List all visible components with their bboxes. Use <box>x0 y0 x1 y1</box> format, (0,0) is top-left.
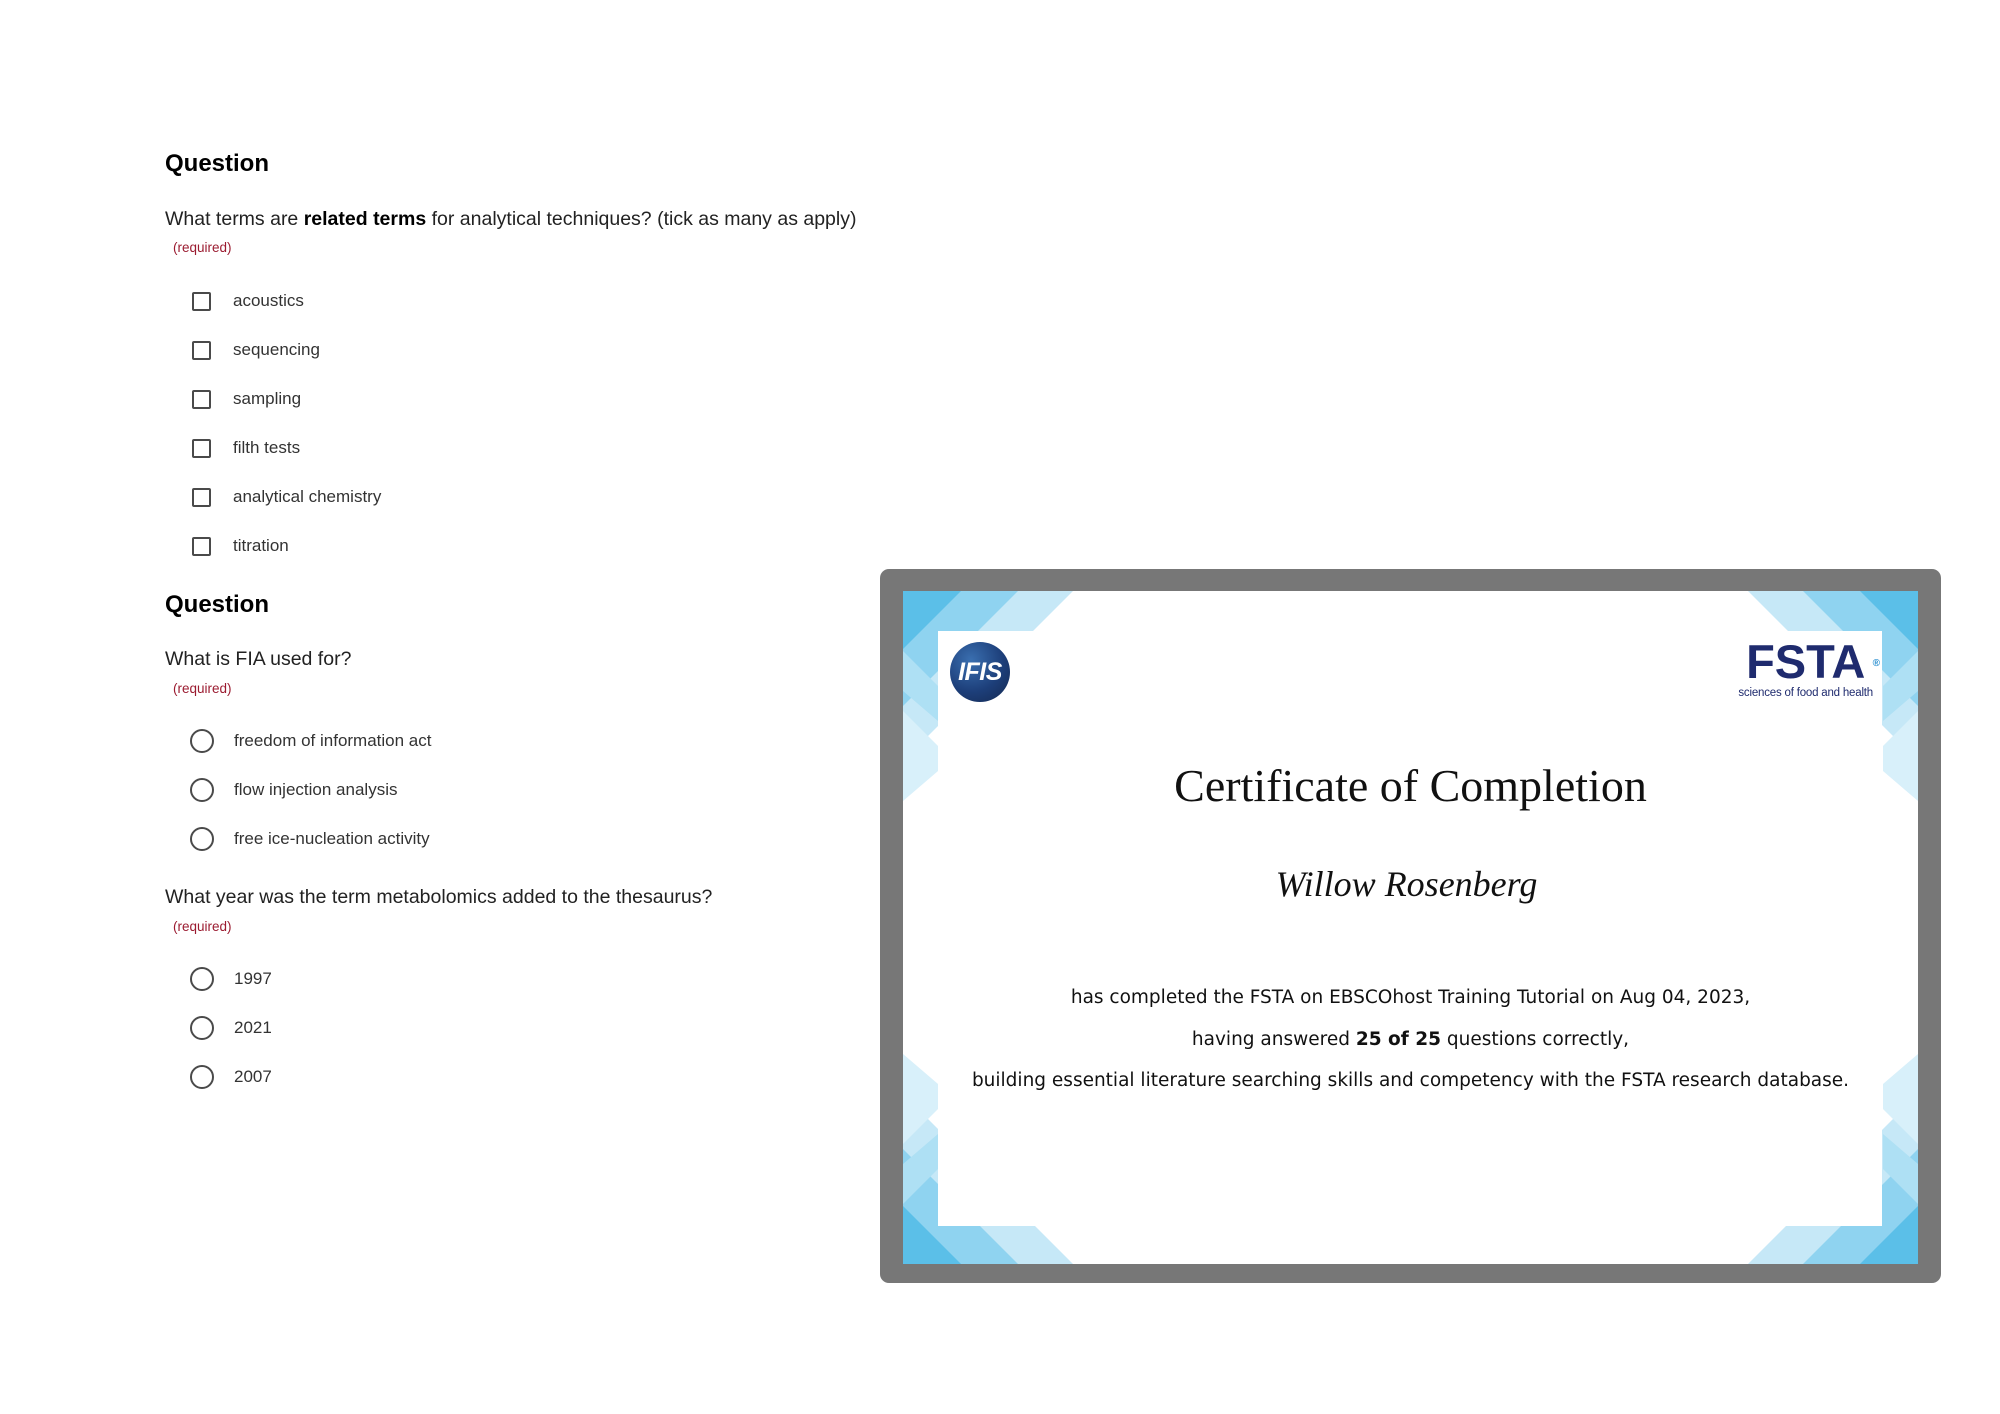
q2-option-flow-injection-analysis[interactable] <box>192 776 397 804</box>
ifis-logo-text: IFIS <box>958 657 1002 686</box>
option-label[interactable]: 1997 <box>234 969 272 988</box>
q1-option-analytical-chemistry[interactable] <box>192 483 381 511</box>
score-text-end: questions correctly, <box>1440 1029 1630 1050</box>
q1-option-titration[interactable] <box>192 532 289 560</box>
option-label[interactable]: sequencing <box>233 340 320 359</box>
checkbox[interactable] <box>192 390 211 409</box>
option-label[interactable]: free ice-nucleation activity <box>234 829 430 848</box>
q1-option-sequencing[interactable] <box>192 336 320 364</box>
score-value: 25 of 25 <box>1355 1029 1441 1050</box>
radio-button[interactable] <box>190 729 214 753</box>
q3-option-1997[interactable] <box>192 965 272 993</box>
q3-option-2021[interactable] <box>192 1014 272 1042</box>
question-2-required: (required) <box>173 681 232 696</box>
radio-button[interactable] <box>190 1016 214 1040</box>
option-label[interactable]: acoustics <box>233 291 304 310</box>
radio-button[interactable] <box>190 827 214 851</box>
certificate-title: Certificate of Completion <box>1174 760 1647 811</box>
certificate <box>903 591 1918 1264</box>
radio-button[interactable] <box>190 1065 214 1089</box>
certificate-body <box>938 631 1882 1226</box>
option-label[interactable]: filth tests <box>233 438 301 457</box>
option-label[interactable]: flow injection analysis <box>234 780 398 799</box>
option-label[interactable]: 2007 <box>234 1067 272 1086</box>
fsta-logo-word <box>1738 635 1880 688</box>
q2-option-free-ice-nucleation-activity[interactable] <box>192 825 430 853</box>
option-label[interactable]: sampling <box>233 389 302 408</box>
question-1-required: (required) <box>173 240 232 255</box>
score-statement <box>903 1029 1918 1050</box>
fsta-logo-letters: FSTA <box>1746 635 1866 688</box>
checkbox[interactable] <box>192 341 211 360</box>
question-1-text-end: for analytical techniques? (tick as many as apply) <box>426 208 857 230</box>
question-3-text: What year was the term metabolomics added to the thesaurus? <box>165 886 713 908</box>
option-label[interactable]: 2021 <box>234 1018 272 1037</box>
checkbox[interactable] <box>192 439 211 458</box>
question-1-text <box>165 208 856 231</box>
option-label[interactable]: titration <box>233 536 289 555</box>
registered-mark: ® <box>1872 658 1880 669</box>
radio-button[interactable] <box>190 778 214 802</box>
q1-option-filth-tests[interactable] <box>192 434 300 462</box>
question-1-text-start: What terms are <box>165 208 304 230</box>
option-label[interactable]: freedom of information act <box>234 731 432 750</box>
recipient-name: Willow Rosenberg <box>1275 864 1538 904</box>
question-3-required: (required) <box>173 919 232 934</box>
q1-option-sampling[interactable] <box>192 385 301 413</box>
question-1-text-emphasis: related terms <box>303 208 427 230</box>
fsta-logo-tagline: sciences of food and health <box>1738 687 1873 699</box>
score-text-start: having answered <box>1191 1029 1356 1050</box>
option-label[interactable]: analytical chemistry <box>233 487 382 506</box>
radio-button[interactable] <box>190 967 214 991</box>
question-2-text: What is FIA used for? <box>165 648 352 670</box>
fsta-logo <box>1738 635 1880 699</box>
question-1-heading: Question <box>165 150 270 177</box>
q1-option-acoustics[interactable] <box>192 287 304 315</box>
q2-option-freedom-of-information-act[interactable] <box>192 727 431 755</box>
skills-statement: building essential literature searching skills and competency with the FSTA research database. <box>971 1070 1850 1091</box>
question-2-heading: Question <box>165 591 270 618</box>
checkbox[interactable] <box>192 292 211 311</box>
q3-option-2007[interactable] <box>192 1063 272 1091</box>
ifis-logo <box>950 642 1010 702</box>
checkbox[interactable] <box>192 488 211 507</box>
checkbox[interactable] <box>192 537 211 556</box>
completion-statement: has completed the FSTA on EBSCOhost Training Tutorial on Aug 04, 2023, <box>1070 987 1751 1008</box>
